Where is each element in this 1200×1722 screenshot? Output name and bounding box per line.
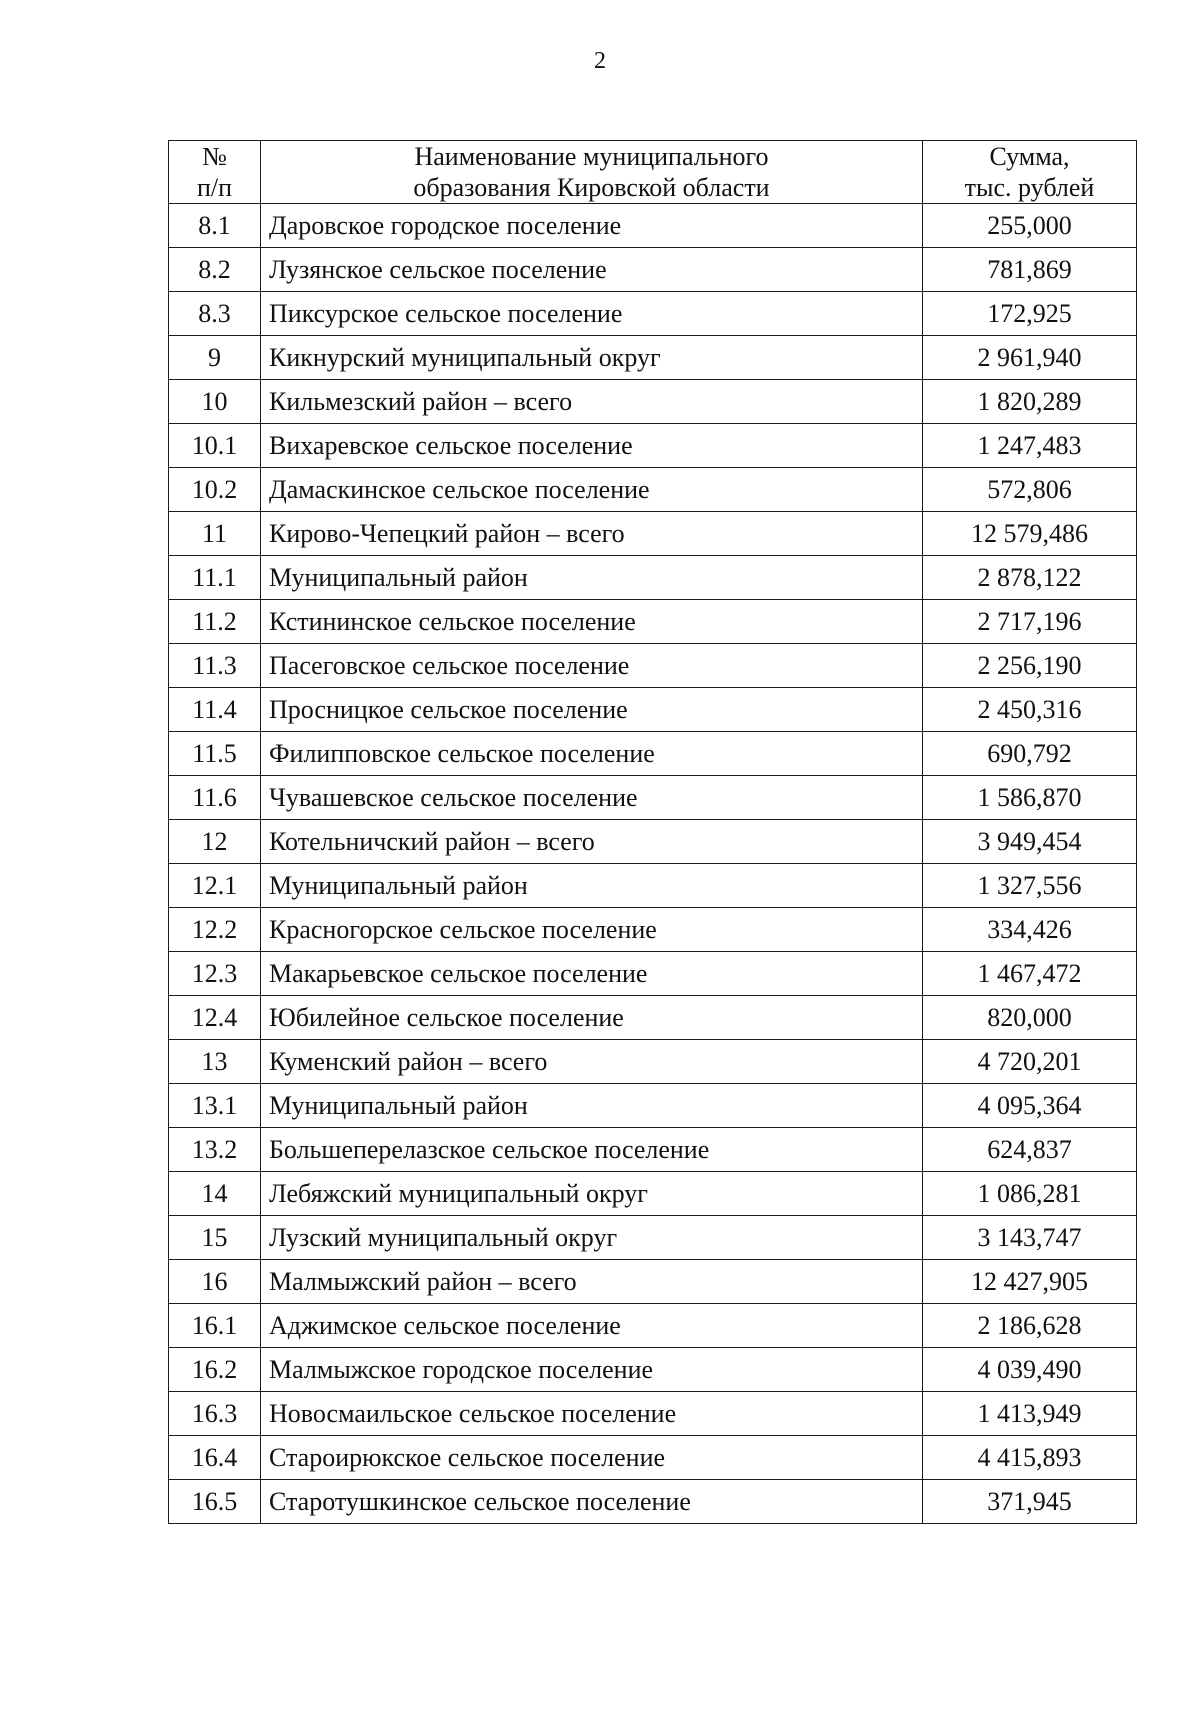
row-number-cell: 11.2 bbox=[169, 600, 261, 644]
row-municipality-cell: Просницкое сельское поселение bbox=[261, 688, 923, 732]
row-number-cell: 11.5 bbox=[169, 732, 261, 776]
row-sum-cell: 1 247,483 bbox=[923, 424, 1137, 468]
row-number-cell: 10 bbox=[169, 380, 261, 424]
row-number-cell: 13 bbox=[169, 1040, 261, 1084]
row-number-cell: 14 bbox=[169, 1172, 261, 1216]
row-sum-cell: 12 427,905 bbox=[923, 1260, 1137, 1304]
table-row bbox=[169, 468, 1137, 512]
table-row bbox=[169, 996, 1137, 1040]
row-number-cell: 16.3 bbox=[169, 1392, 261, 1436]
table-row bbox=[169, 556, 1137, 600]
table-row bbox=[169, 820, 1137, 864]
row-sum-cell: 4 415,893 bbox=[923, 1436, 1137, 1480]
row-sum-cell: 2 256,190 bbox=[923, 644, 1137, 688]
table-row bbox=[169, 864, 1137, 908]
header-number-line2: п/п bbox=[196, 173, 233, 202]
row-number-cell: 10.2 bbox=[169, 468, 261, 512]
row-municipality-cell: Кстининское сельское поселение bbox=[261, 600, 923, 644]
row-municipality-cell: Малмыжский район – всего bbox=[261, 1260, 923, 1304]
row-sum-cell: 2 717,196 bbox=[923, 600, 1137, 644]
row-sum-cell: 3 143,747 bbox=[923, 1216, 1137, 1260]
row-number-cell: 11.6 bbox=[169, 776, 261, 820]
header-name-column bbox=[261, 141, 923, 204]
table-row bbox=[169, 688, 1137, 732]
row-sum-cell: 690,792 bbox=[923, 732, 1137, 776]
table-row bbox=[169, 1304, 1137, 1348]
row-number-cell: 9 bbox=[169, 336, 261, 380]
row-sum-cell: 4 095,364 bbox=[923, 1084, 1137, 1128]
row-number-cell: 13.1 bbox=[169, 1084, 261, 1128]
row-number-cell: 16.1 bbox=[169, 1304, 261, 1348]
row-sum-cell: 1 586,870 bbox=[923, 776, 1137, 820]
row-municipality-cell: Пиксурское сельское поселение bbox=[261, 292, 923, 336]
row-number-cell: 12.3 bbox=[169, 952, 261, 996]
row-sum-cell: 2 878,122 bbox=[923, 556, 1137, 600]
table-row bbox=[169, 204, 1137, 248]
row-sum-cell: 2 186,628 bbox=[923, 1304, 1137, 1348]
table-row bbox=[169, 644, 1137, 688]
row-number-cell: 13.2 bbox=[169, 1128, 261, 1172]
row-municipality-cell: Чувашевское сельское поселение bbox=[261, 776, 923, 820]
row-number-cell: 11.1 bbox=[169, 556, 261, 600]
row-number-cell: 16.5 bbox=[169, 1480, 261, 1524]
header-name-line2: образования Кировской области bbox=[413, 173, 770, 202]
table-row bbox=[169, 1260, 1137, 1304]
row-sum-cell: 371,945 bbox=[923, 1480, 1137, 1524]
row-sum-cell: 1 086,281 bbox=[923, 1172, 1137, 1216]
row-number-cell: 8.1 bbox=[169, 204, 261, 248]
table-row bbox=[169, 1084, 1137, 1128]
row-municipality-cell: Муниципальный район bbox=[261, 556, 923, 600]
table-row bbox=[169, 1348, 1137, 1392]
table-row bbox=[169, 1392, 1137, 1436]
row-number-cell: 15 bbox=[169, 1216, 261, 1260]
row-number-cell: 16 bbox=[169, 1260, 261, 1304]
table-row bbox=[169, 1436, 1137, 1480]
header-number-column bbox=[169, 141, 261, 204]
table-row bbox=[169, 512, 1137, 556]
row-municipality-cell: Даровское городское поселение bbox=[261, 204, 923, 248]
header-row bbox=[169, 141, 1137, 204]
table-row bbox=[169, 336, 1137, 380]
table-row bbox=[169, 1040, 1137, 1084]
row-municipality-cell: Муниципальный район bbox=[261, 1084, 923, 1128]
row-number-cell: 11.4 bbox=[169, 688, 261, 732]
row-municipality-cell: Юбилейное сельское поселение bbox=[261, 996, 923, 1040]
row-sum-cell: 4 039,490 bbox=[923, 1348, 1137, 1392]
table-row bbox=[169, 952, 1137, 996]
row-sum-cell: 2 450,316 bbox=[923, 688, 1137, 732]
row-number-cell: 8.3 bbox=[169, 292, 261, 336]
row-number-cell: 16.4 bbox=[169, 1436, 261, 1480]
row-municipality-cell: Большеперелазское сельское поселение bbox=[261, 1128, 923, 1172]
row-municipality-cell: Красногорское сельское поселение bbox=[261, 908, 923, 952]
page-number: 2 bbox=[594, 48, 606, 74]
row-sum-cell: 172,925 bbox=[923, 292, 1137, 336]
row-municipality-cell: Филипповское сельское поселение bbox=[261, 732, 923, 776]
row-municipality-cell: Муниципальный район bbox=[261, 864, 923, 908]
table-row bbox=[169, 248, 1137, 292]
row-municipality-cell: Макарьевское сельское поселение bbox=[261, 952, 923, 996]
row-sum-cell: 572,806 bbox=[923, 468, 1137, 512]
row-sum-cell: 3 949,454 bbox=[923, 820, 1137, 864]
row-number-cell: 12.2 bbox=[169, 908, 261, 952]
row-municipality-cell: Старотушкинское сельское поселение bbox=[261, 1480, 923, 1524]
row-municipality-cell: Пасеговское сельское поселение bbox=[261, 644, 923, 688]
table-row bbox=[169, 1172, 1137, 1216]
row-number-cell: 12 bbox=[169, 820, 261, 864]
row-sum-cell: 1 327,556 bbox=[923, 864, 1137, 908]
row-number-cell: 11.3 bbox=[169, 644, 261, 688]
row-sum-cell: 12 579,486 bbox=[923, 512, 1137, 556]
row-municipality-cell: Дамаскинское сельское поселение bbox=[261, 468, 923, 512]
header-sum-line1: Сумма, bbox=[989, 142, 1070, 171]
row-sum-cell: 4 720,201 bbox=[923, 1040, 1137, 1084]
row-municipality-cell: Вихаревское сельское поселение bbox=[261, 424, 923, 468]
row-municipality-cell: Малмыжское городское поселение bbox=[261, 1348, 923, 1392]
row-sum-cell: 255,000 bbox=[923, 204, 1137, 248]
header-number-line1: № bbox=[202, 142, 227, 171]
row-number-cell: 10.1 bbox=[169, 424, 261, 468]
table-header bbox=[169, 141, 1137, 204]
table-row bbox=[169, 1128, 1137, 1172]
row-sum-cell: 1 820,289 bbox=[923, 380, 1137, 424]
row-number-cell: 8.2 bbox=[169, 248, 261, 292]
row-municipality-cell: Лузянское сельское поселение bbox=[261, 248, 923, 292]
table-row bbox=[169, 1216, 1137, 1260]
row-municipality-cell: Котельничский район – всего bbox=[261, 820, 923, 864]
table-row bbox=[169, 600, 1137, 644]
table-row bbox=[169, 776, 1137, 820]
row-number-cell: 12.1 bbox=[169, 864, 261, 908]
row-municipality-cell: Староирюкское сельское поселение bbox=[261, 1436, 923, 1480]
row-sum-cell: 820,000 bbox=[923, 996, 1137, 1040]
table-row bbox=[169, 424, 1137, 468]
row-sum-cell: 781,869 bbox=[923, 248, 1137, 292]
row-municipality-cell: Куменский район – всего bbox=[261, 1040, 923, 1084]
row-municipality-cell: Кирово-Чепецкий район – всего bbox=[261, 512, 923, 556]
row-sum-cell: 624,837 bbox=[923, 1128, 1137, 1172]
row-sum-cell: 2 961,940 bbox=[923, 336, 1137, 380]
table-body bbox=[169, 204, 1137, 1524]
row-municipality-cell: Аджимское сельское поселение bbox=[261, 1304, 923, 1348]
row-municipality-cell: Кикнурский муниципальный округ bbox=[261, 336, 923, 380]
row-number-cell: 11 bbox=[169, 512, 261, 556]
row-municipality-cell: Лебяжский муниципальный округ bbox=[261, 1172, 923, 1216]
row-sum-cell: 334,426 bbox=[923, 908, 1137, 952]
table-row bbox=[169, 380, 1137, 424]
table-row bbox=[169, 908, 1137, 952]
row-municipality-cell: Лузский муниципальный округ bbox=[261, 1216, 923, 1260]
row-number-cell: 12.4 bbox=[169, 996, 261, 1040]
header-name-line1: Наименование муниципального bbox=[414, 142, 769, 171]
row-number-cell: 16.2 bbox=[169, 1348, 261, 1392]
allocation-table bbox=[168, 140, 1137, 1524]
row-municipality-cell: Кильмезский район – всего bbox=[261, 380, 923, 424]
table-row bbox=[169, 732, 1137, 776]
table-row bbox=[169, 1480, 1137, 1524]
row-municipality-cell: Новосмаильское сельское поселение bbox=[261, 1392, 923, 1436]
table-row bbox=[169, 292, 1137, 336]
header-sum-line2: тыс. рублей bbox=[964, 173, 1095, 202]
header-sum-column bbox=[923, 141, 1137, 204]
row-sum-cell: 1 467,472 bbox=[923, 952, 1137, 996]
row-sum-cell: 1 413,949 bbox=[923, 1392, 1137, 1436]
